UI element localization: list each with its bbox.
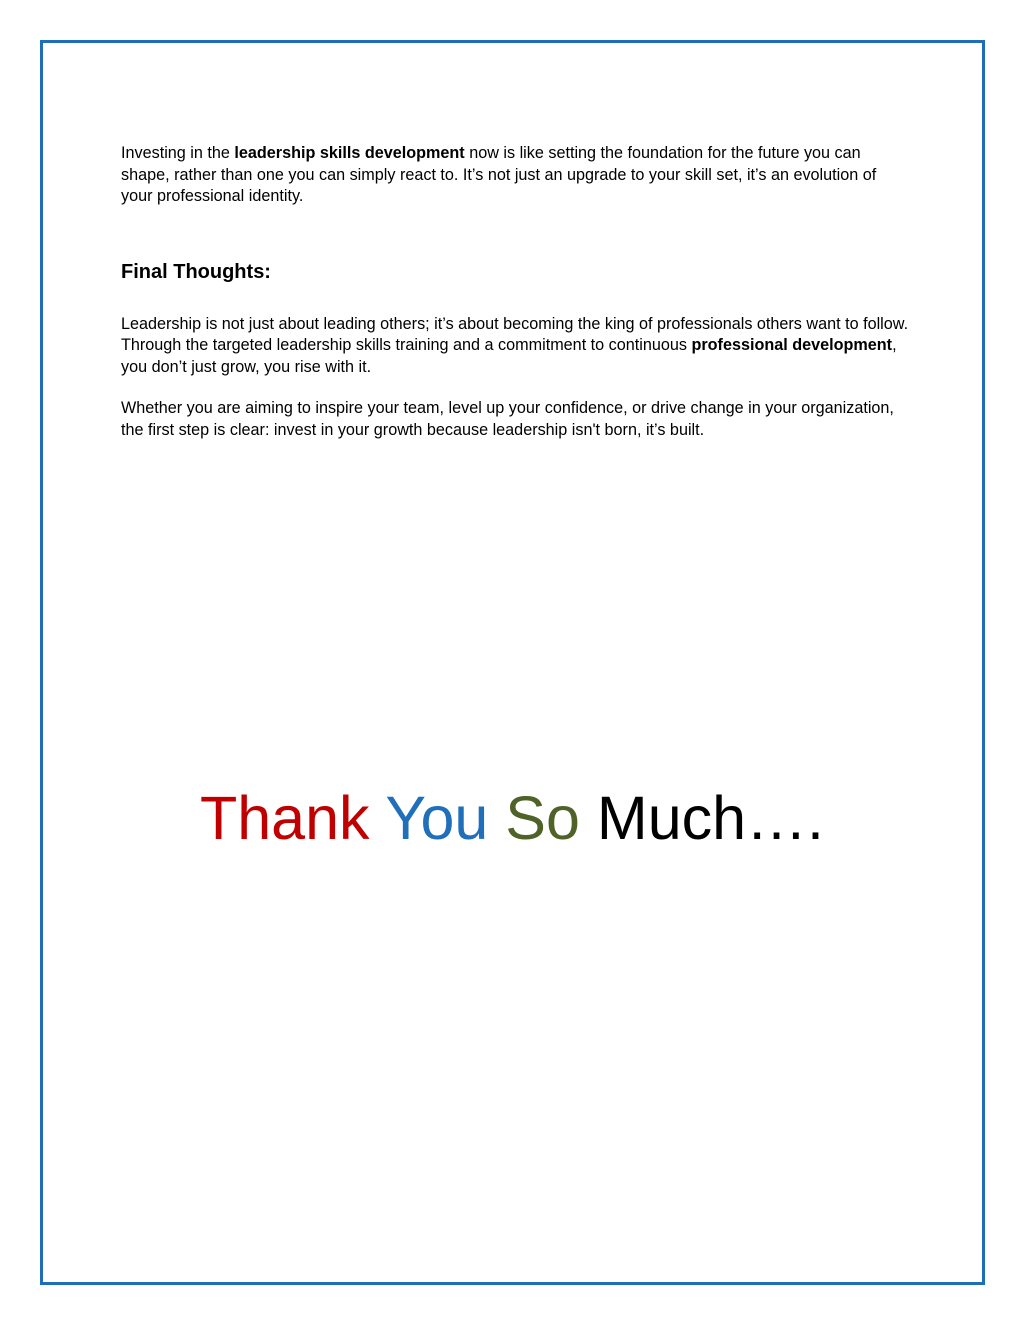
final-thoughts-heading: Final Thoughts: (121, 260, 271, 283)
intro-bold-text: leadership skills development (234, 144, 465, 162)
leadership-bold-text: professional development (691, 336, 893, 354)
thank-word: Thank (200, 784, 370, 852)
intro-paragraph (121, 143, 911, 208)
leadership-text-start: Leadership is not just about leading others; it’s about becoming the king of professionals others want to follow. Through the targeted leadership skills training and a commitment to continuous (121, 314, 909, 354)
you-word: You (385, 784, 489, 852)
much-word: Much…. (596, 784, 824, 852)
so-word: So (505, 784, 580, 852)
document-body (121, 143, 911, 441)
leadership-text-end: , you don’t just grow, you rise with it. (121, 336, 897, 376)
intro-text-start: Investing in the (121, 144, 235, 162)
intro-text-end: now is like setting the foundation for the future you can shape, rather than one you can simply react to. It’s not just an upgrade to your skill set, it’s an evolution of your professional identity. (121, 144, 877, 205)
closing-paragraph: Whether you are aiming to inspire your team, level up your confidence, or drive change in your organization, the first step is clear: invest in your growth because leadership isn't born, it’s built. (121, 399, 894, 439)
leadership-paragraph (121, 314, 911, 379)
thank-you-message (0, 780, 1024, 856)
